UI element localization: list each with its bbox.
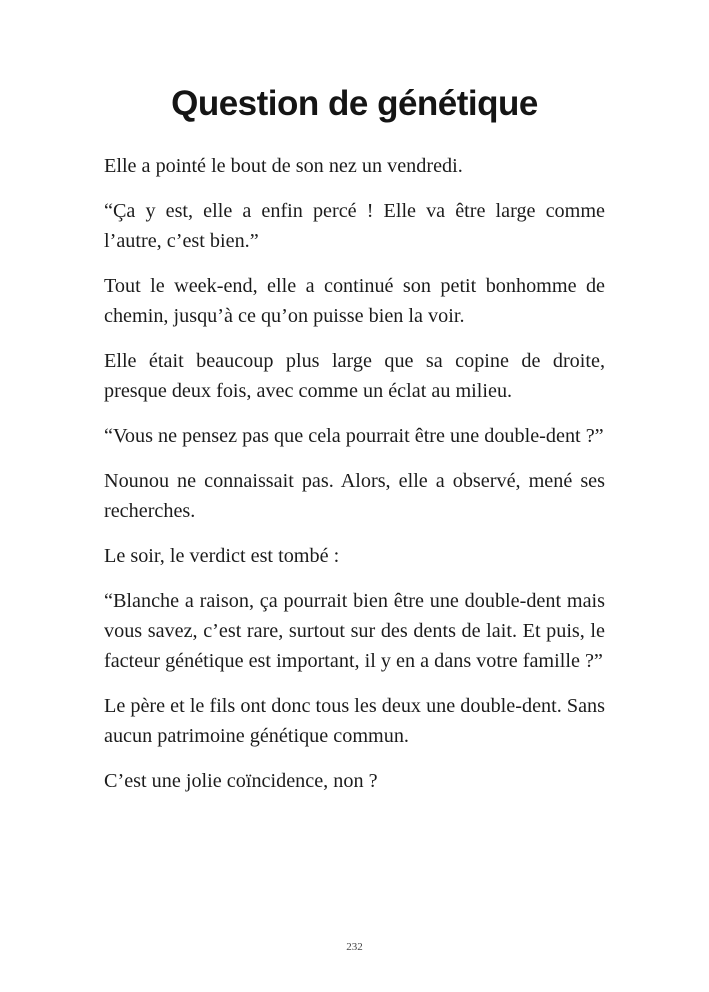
paragraph: Le soir, le verdict est tombé : bbox=[104, 545, 340, 567]
paragraph: “Blanche a raison, ça pourrait bien être une double-dent mais vous savez, c’est rare, surtout sur des dents de lait. Et puis, le facteur génétique est important, il y en a dans votre famille ?” bbox=[104, 590, 605, 672]
paragraph: C’est une jolie coïncidence, non ? bbox=[104, 770, 378, 792]
paragraph: Elle était beaucoup plus large que sa copine de droite, presque deux fois, avec comme un éclat au milieu. bbox=[104, 350, 605, 402]
chapter-body bbox=[104, 151, 605, 811]
paragraph: Le père et le fils ont donc tous les deux une double-dent. Sans aucun patrimoine génétique commun. bbox=[104, 695, 605, 747]
page-number: 232 bbox=[346, 941, 363, 953]
paragraph: Elle a pointé le bout de son nez un vendredi. bbox=[104, 155, 463, 177]
paragraph: Tout le week-end, elle a continué son petit bonhomme de chemin, jusqu’à ce qu’on puisse bien la voir. bbox=[104, 275, 605, 327]
chapter-title: Question de génétique bbox=[171, 84, 538, 123]
paragraph: “Vous ne pensez pas que cela pourrait être une double-dent ?” bbox=[104, 425, 604, 447]
paragraph: “Ça y est, elle a enfin percé ! Elle va être large comme l’autre, c’est bien.” bbox=[104, 200, 605, 252]
paragraph: Nounou ne connaissait pas. Alors, elle a observé, mené ses recherches. bbox=[104, 470, 605, 522]
